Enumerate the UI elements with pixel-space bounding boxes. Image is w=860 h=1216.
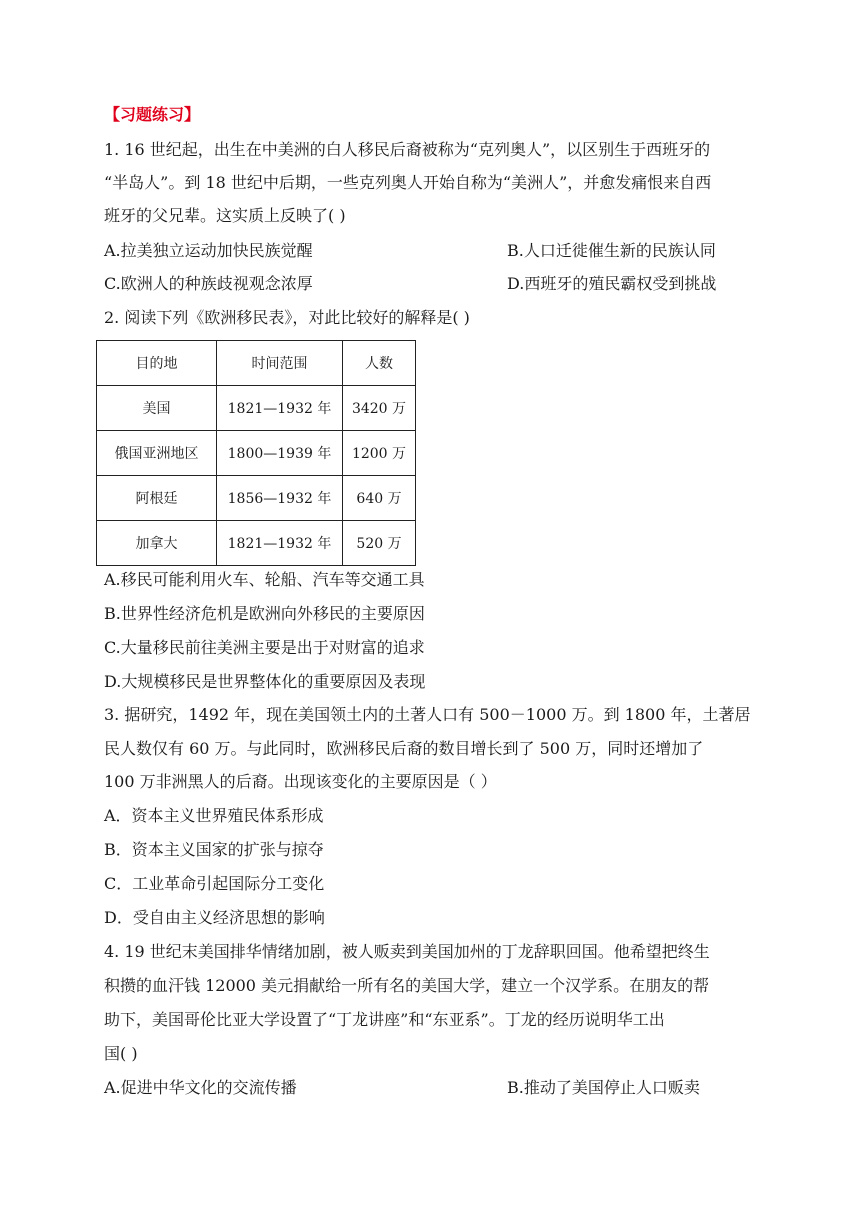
table-row — [97, 431, 416, 476]
q1-option-c: C.欧洲人的种族歧视观念浓厚 — [104, 274, 313, 293]
q1-stem-line-2: “半岛人”。到 18 世纪中后期，一些克列奥人开始自称为“美洲人”，并愈发痛恨来自西 — [104, 173, 712, 192]
table-cell-count: 640 万 — [343, 476, 416, 521]
q3-option-b: B．资本主义国家的扩张与掠夺 — [104, 840, 324, 859]
q2-option-a: A.移民可能利用火车、轮船、汽车等交通工具 — [104, 570, 425, 589]
q4-option-b: B.推动了美国停止人口贩卖 — [507, 1078, 700, 1097]
q3-stem-line-3: 100 万非洲黑人的后裔。出现该变化的主要原因是（ ） — [104, 772, 497, 791]
q2-option-d: D.大规模移民是世界整体化的重要原因及表现 — [104, 672, 426, 691]
emigration-table — [96, 340, 416, 566]
table-header-row — [97, 341, 416, 386]
q2-stem: 2. 阅读下列《欧洲移民表》，对此比较好的解释是( ) — [104, 308, 470, 327]
q1-option-a: A.拉美独立运动加快民族觉醒 — [104, 241, 313, 260]
table-cell-count: 520 万 — [343, 521, 416, 566]
table-cell-destination: 加拿大 — [97, 521, 217, 566]
q3-stem-line-1: 3. 据研究，1492 年，现在美国领土内的土著人口有 500－1000 万。到 1800 年，土著居 — [104, 705, 751, 724]
table-row — [97, 521, 416, 566]
table-cell-period: 1821—1932 年 — [217, 386, 343, 431]
table-row — [97, 386, 416, 431]
table-cell-period: 1800—1939 年 — [217, 431, 343, 476]
section-heading: 【习题练习】 — [104, 105, 201, 124]
q1-option-b: B.人口迁徙催生新的民族认同 — [507, 241, 716, 260]
table-header-period: 时间范围 — [217, 341, 343, 386]
q4-stem-line-4: 国( ) — [104, 1044, 138, 1063]
table-header-destination: 目的地 — [97, 341, 217, 386]
table-cell-count: 1200 万 — [343, 431, 416, 476]
q4-option-row-ab — [104, 1078, 700, 1098]
q4-stem-line-1: 4. 19 世纪末美国排华情绪加剧，被人贩卖到美国加州的丁龙辞职回国。他希望把终生 — [104, 942, 710, 961]
q3-option-a: A．资本主义世界殖民体系形成 — [104, 806, 324, 825]
table-cell-destination: 美国 — [97, 386, 217, 431]
table-cell-period: 1856—1932 年 — [217, 476, 343, 521]
table-header-count: 人数 — [343, 341, 416, 386]
q3-stem-line-2: 民人数仅有 60 万。与此同时，欧洲移民后裔的数目增长到了 500 万，同时还增加了 — [104, 739, 704, 758]
q1-option-row-cd — [104, 274, 717, 294]
q1-option-row-ab — [104, 241, 716, 261]
table-row — [97, 476, 416, 521]
q1-stem-line-3: 班牙的父兄辈。这实质上反映了( ) — [104, 206, 346, 225]
q3-option-c: C．工业革命引起国际分工变化 — [104, 874, 325, 893]
table-cell-count: 3420 万 — [343, 386, 416, 431]
table-cell-destination: 阿根廷 — [97, 476, 217, 521]
q1-stem-line-1: 1. 16 世纪起，出生在中美洲的白人移民后裔被称为“克列奥人”，以区别生于西班牙的 — [104, 140, 711, 159]
q4-stem-line-3: 助下，美国哥伦比亚大学设置了“丁龙讲座”和“东亚系”。丁龙的经历说明华工出 — [104, 1010, 665, 1029]
q1-option-d: D.西班牙的殖民霸权受到挑战 — [507, 274, 717, 293]
q3-option-d: D．受自由主义经济思想的影响 — [104, 908, 325, 927]
table-cell-period: 1821—1932 年 — [217, 521, 343, 566]
table-cell-destination: 俄国亚洲地区 — [97, 431, 217, 476]
q2-option-b: B.世界性经济危机是欧洲向外移民的主要原因 — [104, 604, 425, 623]
q2-option-c: C.大量移民前往美洲主要是出于对财富的追求 — [104, 638, 425, 657]
q4-stem-line-2: 积攒的血汗钱 12000 美元捐献给一所有名的美国大学，建立一个汉学系。在朋友的帮 — [104, 976, 710, 995]
q4-option-a: A.促进中华文化的交流传播 — [104, 1078, 297, 1097]
